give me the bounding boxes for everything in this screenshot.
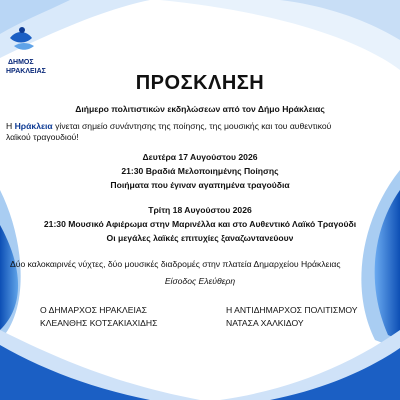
logo-line2: ΗΡΑΚΛΕΙΑΣ: [6, 68, 46, 75]
event1-time-title: 21:30 Βραδιά Μελοποιημένης Ποίησης: [121, 166, 279, 176]
signature-1-role: Ο ΔΗΜΑΡΧΟΣ ΗΡΑΚΛΕΙΑΣ: [40, 305, 147, 315]
entry-text: Είσοδος Ελεύθερη: [164, 276, 236, 286]
event2-date: Τρίτη 18 Αυγούστου 2026: [148, 205, 252, 215]
page-title: ΠΡΟΣΚΛΗΣΗ: [135, 72, 265, 94]
intro-line1-rest: γίνεται σημείο συνάντησης της ποίησης, της μουσικής και του αυθεντικού: [52, 121, 332, 131]
intro-line2: λαϊκού τραγουδιού!: [6, 132, 79, 142]
signature-1-name: ΚΛΕΑΝΘΗΣ ΚΟΤΣΑΚΙΑΧΙΔΗΣ: [40, 318, 158, 328]
event1-subtitle: Ποιήματα που έγιναν αγαπημένα τραγούδια: [110, 180, 290, 190]
closing-text: Δύο καλοκαιρινές νύχτες, δύο μουσικές διαδρομές στην πλατεία Δημαρχείου Ηράκλειας: [10, 259, 341, 269]
signature-2-role: Η ΑΝΤΙΔΗΜΑΡΧΟΣ ΠΟΛΙΤΙΣΜΟΥ: [226, 305, 358, 315]
event1-date: Δευτέρα 17 Αυγούστου 2026: [142, 152, 258, 162]
event2-time-title: 21:30 Μουσικό Αφιέρωμα στην Μαρινέλλα και στο Αυθεντικό Λαϊκό Τραγούδι: [43, 219, 357, 229]
signature-2-name: ΝΑΤΑΣΑ ΧΑΛΚΙΔΟΥ: [226, 318, 304, 328]
logo-line1: ΔΗΜΟΣ: [8, 59, 34, 66]
intro-line1: [6, 121, 331, 131]
event-subtitle: Διήμερο πολιτιστικών εκδηλώσεων από τον Δήμο Ηράκλειας: [75, 104, 325, 114]
event2-subtitle: Οι μεγάλες λαϊκές επιτυχίες ξαναζωντανεύουν: [106, 233, 294, 243]
intro-highlight: Ηράκλεια: [14, 121, 53, 131]
intro-prefix: Η: [6, 121, 15, 131]
